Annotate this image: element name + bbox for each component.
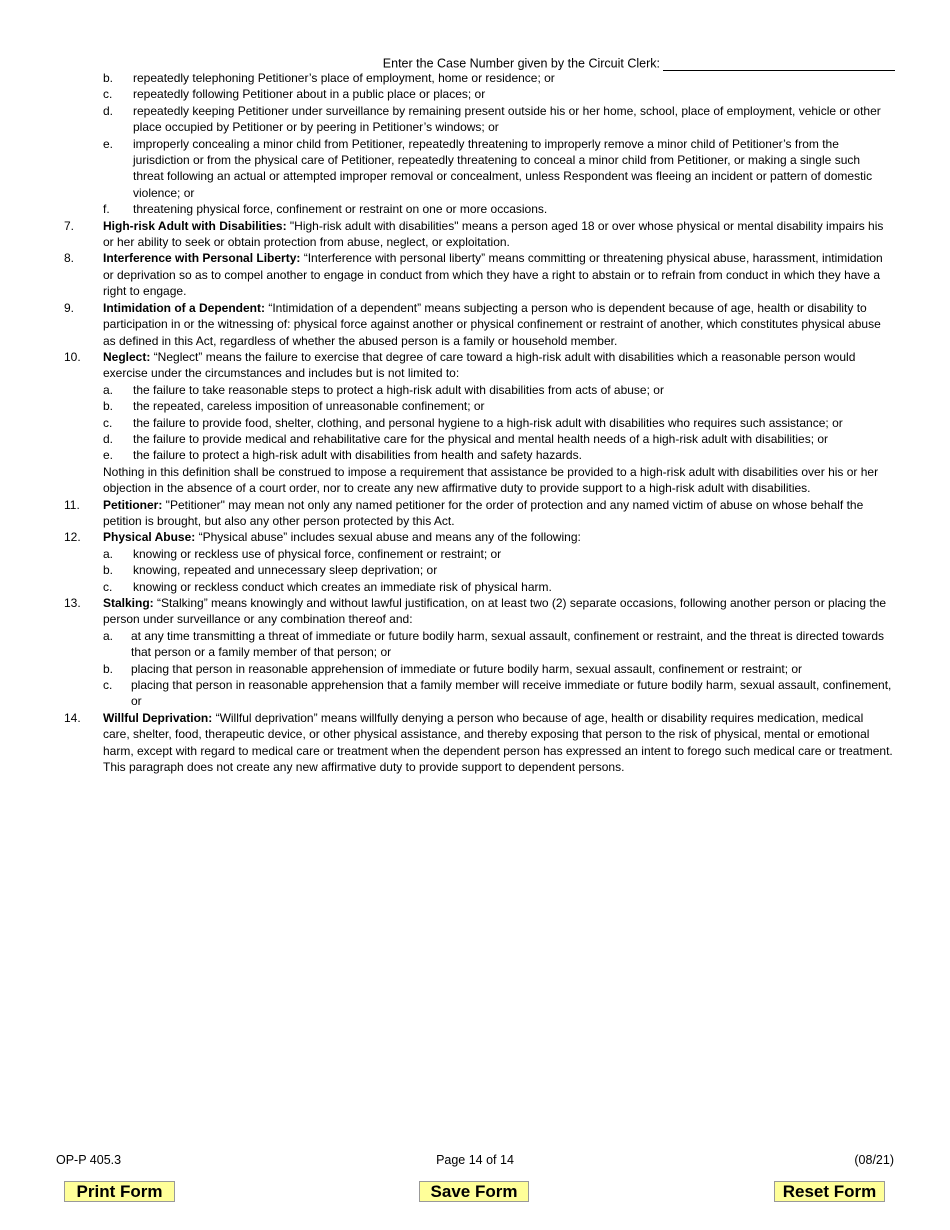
list-item: a. at any time transmitting a threat of immediate or future bodily harm, sexual assault, confinement or restraint, and the threat is directed towards that person or a family member of that person; or	[103, 628, 885, 660]
definition-13: 13. Stalking: “Stalking” means knowingly and without lawful justification, on at least two (2) separate occasions, following another person or placing the person under surveillance or any combination thereof and:	[64, 596, 887, 627]
list-item: b. knowing, repeated and unnecessary sleep deprivation; or	[103, 563, 438, 578]
page-number: Page 14 of 14	[436, 1153, 514, 1167]
list-item: e. the failure to protect a high-risk adult with disabilities from health and safety hazards.	[103, 448, 582, 463]
definition-7: 7. High-risk Adult with Disabilities: "High-risk adult with disabilities" means a person aged 18 or over whose physical or mental disability impairs his or her ability to seek or obtain protection from abuse, neglect, or exploitation.	[64, 218, 884, 250]
definition-term: Physical Abuse:	[103, 530, 196, 545]
list-item: d. repeatedly keeping Petitioner under surveillance by remaining present outside his or her home, school, place of employment, vehicle or other place occupied by Petitioner or by peering in Petitioner’s windows; or	[103, 103, 881, 135]
case-number-line	[0, 56, 895, 71]
definitions-body	[0, 70, 950, 775]
definition-term: Stalking:	[103, 596, 154, 610]
definition-term: High-risk Adult with Disabilities:	[103, 218, 287, 233]
definition-11: 11. Petitioner: "Petitioner" may mean not only any named petitioner for the order of protection and any named victim of abuse on whose behalf the petition is brought, but also any other person protected by this Act.	[64, 497, 864, 528]
case-number-input[interactable]	[663, 56, 895, 71]
list-item: e. improperly concealing a minor child from Petitioner, repeatedly threatening to improperly remove a minor child of Petitioner’s from the jurisdiction or from the physical care of Petitioner, repeatedly threatening to conceal a minor child from Petitioner, or making a single such threat following an actual or attempted improper removal or concealment, unless Respondent was fleeing an incident or pattern of domestic violence; or	[103, 136, 873, 200]
definition-term: Interference with Personal Liberty:	[103, 251, 301, 266]
definition-note: Nothing in this definition shall be construed to impose a requirement that assistance be provided to a high-risk adult with disabilities over his or her objection in the absence of a court order, nor to create any new affirmative duty to provide support to a high-risk adult with disabilities.	[103, 464, 879, 496]
print-form-button[interactable]: Print Form	[64, 1181, 175, 1202]
list-item: a. knowing or reckless use of physical force, confinement or restraint; or	[103, 546, 502, 561]
revision-date: (08/21)	[854, 1153, 894, 1167]
list-item: d. the failure to provide medical and rehabilitative care for the physical and mental health needs of a high-risk adult with disabilities; or	[103, 431, 829, 446]
reset-form-button[interactable]: Reset Form	[774, 1181, 885, 1202]
case-number-label: Enter the Case Number given by the Circuit Clerk:	[382, 56, 660, 71]
list-item: b. the repeated, careless imposition of unreasonable confinement; or	[103, 399, 485, 414]
definition-term: Intimidation of a Dependent:	[103, 300, 265, 315]
definition-9: 9. Intimidation of a Dependent: “Intimidation of a dependent” means subjecting a person who is dependent because of age, health or disability to participation in or the witnessing of: physical force against another or physical confinement or restraint of another, which constitutes physical abuse as defined in this Act, regardless of whether the abused person is a family or household member.	[64, 300, 881, 348]
list-item: c. knowing or reckless conduct which creates an immediate risk of physical harm.	[103, 579, 552, 594]
list-item: c. placing that person in reasonable apprehension that a family member will receive immediate or future bodily harm, sexual assault, confinement, or	[103, 678, 892, 709]
list-item: c. the failure to provide food, shelter, clothing, and personal hygiene to a high-risk adult with disabilities who requires such assistance; or	[103, 415, 843, 430]
definition-10: 10. Neglect: “Neglect” means the failure to exercise that degree of care toward a high-risk adult with disabilities which a reasonable person would exercise under the circumstances and includes but is not limited to:	[64, 349, 856, 381]
list-item: a. the failure to take reasonable steps to protect a high-risk adult with disabilities from acts of abuse; or	[103, 382, 664, 397]
definition-term: Neglect:	[103, 349, 151, 364]
list-item: b. placing that person in reasonable apprehension of immediate or future bodily harm, sexual assault, confinement or restraint; or	[103, 661, 803, 676]
definition-term: Willful Deprivation:	[103, 710, 213, 725]
list-item: f. threatening physical force, confinement or restraint on one or more occasions.	[103, 202, 548, 217]
form-id: OP-P 405.3	[56, 1153, 122, 1167]
definition-12: 12. Physical Abuse: “Physical abuse” includes sexual abuse and means any of the following:	[64, 530, 581, 545]
definition-14: 14. Willful Deprivation: “Willful deprivation” means willfully denying a person who because of age, health or disability requires medication, medical care, shelter, food, therapeutic device, or other physical assistance, and thereby exposing that person to the risk of physical, mental or emotional harm, except with regard to medical care or treatment when the dependent person has expressed an intent to forego such medical care or treatment. This paragraph does not create any new affirmative duty to provide support to dependent persons.	[64, 710, 893, 775]
definition-term: Petitioner:	[103, 497, 163, 512]
list-item: b. repeatedly telephoning Petitioner’s place of employment, home or residence; or	[103, 71, 555, 85]
list-item: c. repeatedly following Petitioner about in a public place or places; or	[103, 87, 486, 102]
save-form-button[interactable]: Save Form	[419, 1181, 529, 1202]
definition-8: 8. Interference with Personal Liberty: “Interference with personal liberty” means committing or threatening physical abuse, harassment, intimidation or deprivation so as to compel another to engage in conduct from which they have a right to abstain or to refrain from conduct in which they have a right to engage.	[64, 251, 883, 299]
